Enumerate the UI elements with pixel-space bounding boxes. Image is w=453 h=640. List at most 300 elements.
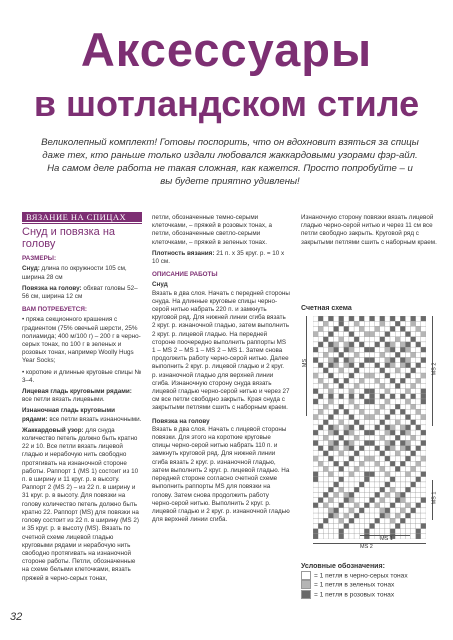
chart-cell [313,477,318,482]
chart-cell [313,316,318,321]
chart-cell [334,461,339,466]
chart-cell [313,373,318,378]
chart-cell [344,451,349,456]
chart-cell [344,492,349,497]
chart-cell [359,461,364,466]
chart-cell [421,316,426,321]
chart-cell [318,492,323,497]
chart-cell [375,503,380,508]
chart-cell [318,420,323,425]
chart-cell [421,383,426,388]
chart-cell [334,316,339,321]
chart-cell [364,440,369,445]
chart-cell [405,321,410,326]
chart-cell [370,368,375,373]
chart-cell [395,508,400,513]
chart-cell [395,435,400,440]
chart-cell [318,347,323,352]
chart-cell [421,347,426,352]
chart-cell [416,430,421,435]
chart-cell [421,534,426,539]
chart-cell [375,316,380,321]
chart-cell [313,508,318,513]
chart-cell [334,492,339,497]
chart-cell [390,378,395,383]
chart-cell [318,513,323,518]
chart-cell [364,508,369,513]
chart-cell [313,347,318,352]
chart-cell [405,451,410,456]
chart-cell [411,487,416,492]
chart-cell [390,498,395,503]
chart-cell [354,472,359,477]
chart-cell [375,446,380,451]
colors-note: петли, обозначенные темно-серыми клеточками, – пряжей в розовых тонах, а петли, обозначенные светло-серыми клеточками, – пряжей в зеленых тонах. [152,214,273,246]
chart-cell [349,487,354,492]
chart-cell [390,347,395,352]
chart-cell [364,404,369,409]
chart-cell [313,378,318,383]
chart-cell [349,394,354,399]
chart-cell [349,451,354,456]
chart-cell [354,383,359,388]
chart-cell [400,482,405,487]
chart-cell [405,523,410,528]
chart-cell [318,477,323,482]
chart-cell [395,342,400,347]
chart-cell [359,332,364,337]
size-band: Повязка на голову: обхват головы 52–56 см, ширина 12 см [22,284,138,301]
chart-cell [318,337,323,342]
chart-cell [364,472,369,477]
chart-cell [323,435,328,440]
chart-cell [421,430,426,435]
chart-cell [318,487,323,492]
chart-cell [344,326,349,331]
chart-cell [323,389,328,394]
chart-cell [375,368,380,373]
chart-cell [411,503,416,508]
chart-cell [349,435,354,440]
chart-cell [344,352,349,357]
chart-cell [344,482,349,487]
chart-cell [395,440,400,445]
chart-cell [400,461,405,466]
chart-cell [375,461,380,466]
chart-cell [323,363,328,368]
chart-cell [359,477,364,482]
chart-cell [380,482,385,487]
chart-cell [380,332,385,337]
chart-cell [334,477,339,482]
chart-cell [354,342,359,347]
chart-cell [364,498,369,503]
chart-cell [421,508,426,513]
chart-cell [328,389,333,394]
chart-cell [395,430,400,435]
chart-cell [364,487,369,492]
stitch-jacquard: Жаккардовый узор: для снуда количество петель должно быть кратно 22 и 10. Все петли вязать лицевой гладью и нерабочую нить свободно протягивать на изнаночной стороне работы. Раппорт 1 (MS 1) состоит из 10 п. в ширину и 11 круг. р. в высоту. Раппорт 2 (MS 2) – из 22 п. в ширину и 31 круг. р. в высоту. Для повязки на голову количество петель должно быть кратно 22. Раппорт (MS) для повязки на голову состоит из 22 п. в ширину (MS 2) и 35 круг. р. в высоту (MS). Вязать по счетной схеме лицевой гладью круговыми рядами и нерабочую нить свободно протягивать на изнаночной стороне работы. Петли, обозначенные на схеме белыми клеточками, вязать пряжей в черно-серых тонах, [22,426,139,582]
chart-cell [354,466,359,471]
chart-cell [400,399,405,404]
chart-cell [313,446,318,451]
chart-cell [313,482,318,487]
chart-cell [380,415,385,420]
chart-cell [385,321,390,326]
chart-cell [380,503,385,508]
chart-cell [400,477,405,482]
chart-cell [354,373,359,378]
chart-cell [385,373,390,378]
chart-cell [328,477,333,482]
chart-cell [359,440,364,445]
chart-cell [323,357,328,362]
chart-cell [318,378,323,383]
chart-cell [380,363,385,368]
chart-cell [354,352,359,357]
chart-cell [323,461,328,466]
chart-cell [359,451,364,456]
chart-cell [385,477,390,482]
chart-cell [364,399,369,404]
chart-cell [354,357,359,362]
chart-cell [395,518,400,523]
chart-cell [375,409,380,414]
chart-cell [400,332,405,337]
chart-cell [354,529,359,534]
chart-cell [421,498,426,503]
chart-cell [323,378,328,383]
page-title: Аксессуары [80,23,373,76]
chart-cell [370,332,375,337]
chart-cell [370,378,375,383]
chart-cell [354,498,359,503]
chart-cell [395,513,400,518]
chart-cell [416,513,421,518]
chart-cell [339,394,344,399]
chart-cell [400,487,405,492]
chart-cell [339,446,344,451]
chart-cell [339,440,344,445]
chart-cell [416,415,421,420]
chart-cell [395,477,400,482]
chart-cell [313,326,318,331]
chart-cell [416,420,421,425]
chart-cell [339,415,344,420]
chart-cell [416,363,421,368]
chart-cell [400,451,405,456]
snood-instructions: Вязать в два слоя. Начать с передней стороны снуда. На длинные круговые спицы черно-серой нитью набрать 220 п. и замкнуть круговой ряд. Для нижней линии сгиба вязать 2 круг. р. изнаночной гладью, затем выполнить 2 круг. р. лицевой гладью. На передней стороне поочередно выполнить раппорты MS 1 – MS 2 – MS 1 – MS 2 – MS 1. Затем снова продолжить работу черно-серой нитью. Далее выполнить 2 круг. р. лицевой гладью и 2 круг. р. изнаночной гладью для верхней линии сгиба. Изнаночную сторону снуда вязать лицевой гладью черно-серой нитью и через 27 см все петли свободно закрыть. Края снуда с закрытыми петлями сшить с наборным краем. [152,289,290,412]
chart-cell [359,363,364,368]
chart-cell [375,389,380,394]
chart-cell [313,513,318,518]
chart-cell [323,451,328,456]
chart-cell [380,321,385,326]
chart-cell [328,440,333,445]
chart-cell [323,352,328,357]
chart-cell [380,394,385,399]
band-finish: Изнаночную сторону повязки вязать лицевой гладью черно-серой нитью и через 11 см все петли свободно закрыть. Круговой ряд с закрытыми петлями сшить с наборным краем. [301,214,437,246]
chart-cell [359,337,364,342]
chart-cell [318,451,323,456]
chart-cell [364,503,369,508]
chart-cell [395,456,400,461]
chart-cell [334,456,339,461]
chart-cell [405,425,410,430]
chart-cell [400,378,405,383]
chart-cell [375,513,380,518]
chart-cell [375,378,380,383]
chart-cell [390,399,395,404]
chart-cell [364,482,369,487]
chart-cell [421,425,426,430]
legend-item-pink: = 1 петля в розовых тонах [301,590,441,599]
chart-cell [328,357,333,362]
chart-cell [411,518,416,523]
chart-cell [359,456,364,461]
chart-cell [359,503,364,508]
chart-cell [395,347,400,352]
chart-cell [328,523,333,528]
chart-cell [339,326,344,331]
size-snood: Снуд: длина по окружности 105 см, ширина 28 см [22,265,127,281]
chart-cell [318,482,323,487]
chart-cell [364,409,369,414]
chart-cell [328,316,333,321]
chart-cell [349,409,354,414]
chart-cell [354,440,359,445]
chart-cell [395,482,400,487]
chart-cell [313,342,318,347]
chart-cell [354,399,359,404]
chart-cell [400,394,405,399]
chart-cell [411,508,416,513]
chart-cell [385,451,390,456]
chart-cell [344,498,349,503]
chart-cell [400,383,405,388]
chart-cell [385,357,390,362]
chart-cell [400,440,405,445]
chart-cell [390,503,395,508]
chart-cell [411,357,416,362]
chart-cell [400,337,405,342]
work-heading: ОПИСАНИЕ РАБОТЫ [152,271,218,279]
chart-cell [339,435,344,440]
chart-cell [344,420,349,425]
chart-cell [385,518,390,523]
chart-cell [364,337,369,342]
chart-cell [323,534,328,539]
chart-cell [370,508,375,513]
column-3 [301,214,439,250]
chart-cell [359,399,364,404]
chart-cell [334,337,339,342]
chart-cell [416,508,421,513]
chart-cell [354,425,359,430]
chart-cell [354,477,359,482]
chart-cell [380,404,385,409]
chart-cell [370,321,375,326]
chart-cell [380,451,385,456]
chart-cell [364,357,369,362]
chart-cell [421,378,426,383]
chart-cell [395,357,400,362]
chart-cell [364,352,369,357]
chart-cell [380,446,385,451]
chart-cell [354,492,359,497]
chart-cell [405,389,410,394]
chart-cell [385,352,390,357]
chart-cell [323,415,328,420]
chart-cell [375,466,380,471]
chart-cell [339,378,344,383]
chart-cell [364,461,369,466]
chart-cell [323,430,328,435]
chart-cell [395,487,400,492]
chart-cell [354,534,359,539]
chart-cell [349,352,354,357]
chart-cell [339,518,344,523]
chart-cell [313,394,318,399]
chart-cell [390,523,395,528]
chart-cell [405,461,410,466]
chart-cell [313,321,318,326]
chart-cell [400,415,405,420]
chart-cell [380,352,385,357]
chart-cell [318,415,323,420]
chart-cell [400,518,405,523]
chart-cell [328,513,333,518]
chart-cell [334,347,339,352]
chart-cell [385,456,390,461]
chart-cell [421,435,426,440]
chart-cell [354,523,359,528]
chart-cell [411,373,416,378]
chart-cell [339,492,344,497]
label-ms1-right: MS 1 [431,491,438,505]
chart-cell [339,321,344,326]
legend [301,562,441,599]
legend-item-green: = 1 петля в зеленых тонах [301,580,441,589]
chart-cell [313,352,318,357]
chart-cell [421,363,426,368]
chart-cell [339,503,344,508]
chart-cell [334,472,339,477]
chart-cell [344,503,349,508]
chart-cell [323,498,328,503]
chart-cell [334,529,339,534]
chart-cell [334,534,339,539]
chart-cell [380,357,385,362]
chart-cell [395,461,400,466]
chart-cell [405,518,410,523]
section-label: ВЯЗАНИЕ НА СПИЦАХ [22,212,142,222]
chart-cell [354,420,359,425]
chart-cell [390,482,395,487]
chart-cell [421,487,426,492]
chart-cell [380,513,385,518]
chart-cell [400,435,405,440]
chart-cell [416,446,421,451]
chart-cell [390,363,395,368]
chart-cell [323,394,328,399]
chart-cell [421,456,426,461]
chart-cell [395,394,400,399]
chart-cell [385,368,390,373]
chart-cell [405,337,410,342]
chart-cell [411,337,416,342]
chart-cell [416,373,421,378]
chart-cell [380,477,385,482]
chart-cell [339,389,344,394]
label-ms2-right: MS 2 [431,362,438,376]
chart-cell [421,389,426,394]
chart-cell [334,389,339,394]
chart-cell [349,518,354,523]
chart-cell [411,321,416,326]
chart-cell [339,487,344,492]
chart-cell [380,518,385,523]
chart-cell [385,446,390,451]
chart-cell [318,440,323,445]
chart-cell [364,430,369,435]
chart-cell [375,456,380,461]
chart-cell [395,472,400,477]
chart-cell [364,347,369,352]
chart-cell [390,332,395,337]
chart-cell [339,373,344,378]
chart-cell [385,420,390,425]
chart-cell [380,420,385,425]
chart-cell [339,523,344,528]
chart-cell [328,368,333,373]
chart-cell [390,508,395,513]
chart-cell [354,394,359,399]
chart-cell [339,513,344,518]
chart-cell [339,342,344,347]
chart-cell [370,373,375,378]
chart-cell [359,435,364,440]
chart-cell [411,316,416,321]
chart-cell [359,472,364,477]
chart-cell [339,399,344,404]
chart-cell [328,394,333,399]
chart-cell [416,477,421,482]
chart-cell [364,326,369,331]
knitting-chart [313,316,426,539]
chart-cell [328,508,333,513]
chart-cell [416,404,421,409]
chart-cell [421,368,426,373]
chart-cell [328,498,333,503]
chart-cell [354,415,359,420]
chart-cell [318,368,323,373]
chart-cell [328,399,333,404]
chart-cell [421,492,426,497]
chart-cell [349,420,354,425]
chart-cell [375,357,380,362]
article-title: Снуд и повязка на голову [22,226,116,250]
chart-cell [364,383,369,388]
chart-cell [385,461,390,466]
chart-cell [364,518,369,523]
chart-cell [375,472,380,477]
chart-cell [380,383,385,388]
chart-cell [359,425,364,430]
chart-cell [318,316,323,321]
chart-cell [339,498,344,503]
chart-cell [344,321,349,326]
